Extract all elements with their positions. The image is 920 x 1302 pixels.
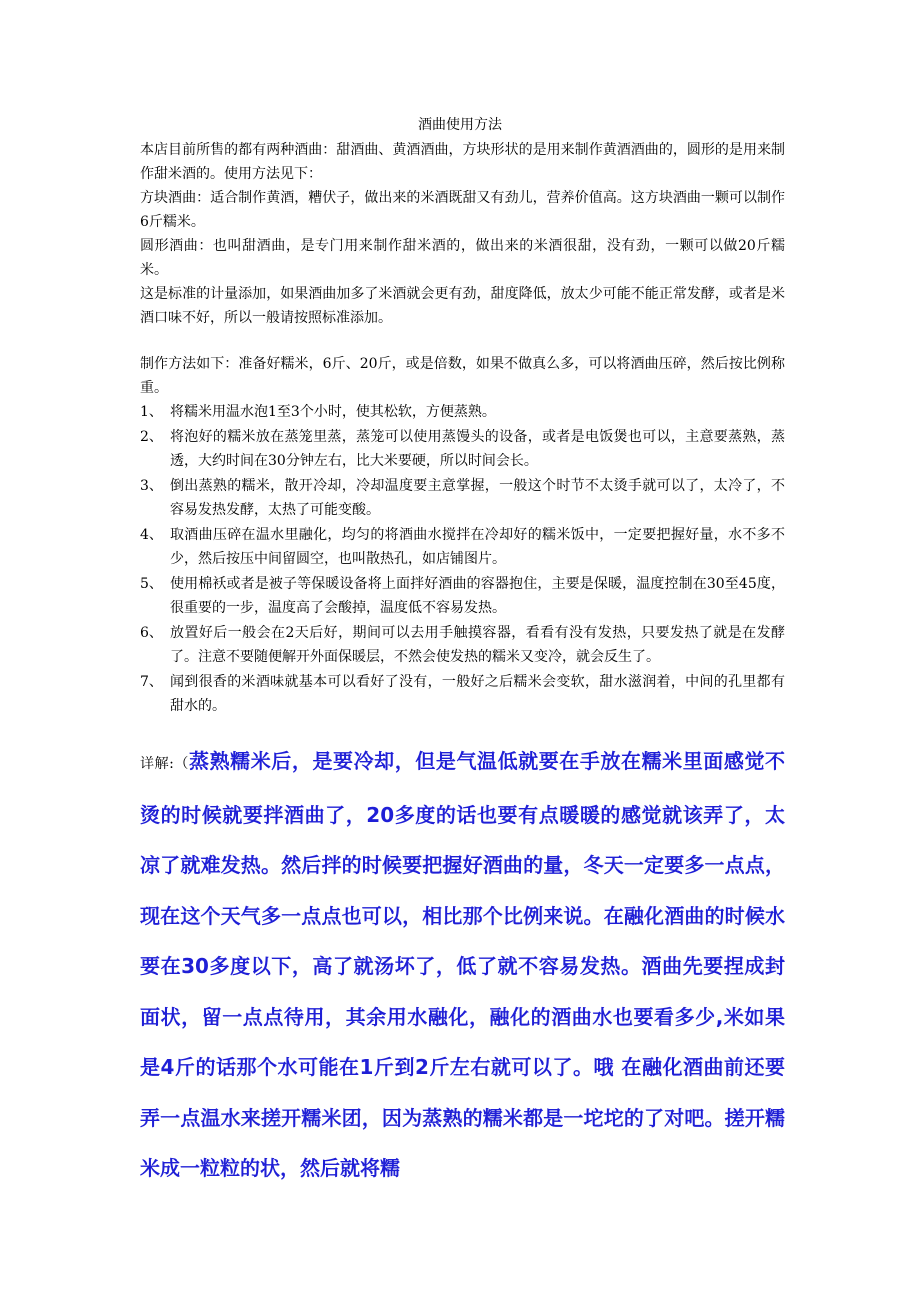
step-number: 5、 (140, 576, 163, 592)
document-title: 酒曲使用方法 (418, 117, 502, 133)
step-text: 放置好后一般会在2天后好，期间可以去用手触摸容器，看看有没有发热，只要发热了就是在发酵了。注意不要随便解开外面保暖层，不然会使发热的糯米又变冷，就会反生了。 (170, 625, 785, 665)
round-yeast-paragraph: 圆形酒曲：也叫甜酒曲，是专门用来制作甜米酒的，做出来的米酒很甜，没有劲，一颗可以做20斤糯米。 (140, 238, 785, 278)
step-number: 3、 (140, 478, 163, 494)
step-number: 4、 (140, 527, 163, 543)
step-text: 取酒曲压碎在温水里融化，均匀的将酒曲水搅拌在冷却好的糯米饭中，一定要把握好量，水不多不少，然后按压中间留圆空，也叫散热孔，如店铺图片。 (170, 527, 785, 567)
step-text: 使用棉袄或者是被子等保暖设备将上面拌好酒曲的容器抱住，主要是保暖，温度控制在30至45度，很重要的一步，温度高了会酸掉，温度低不容易发热。 (170, 576, 785, 616)
step-number: 2、 (140, 429, 163, 445)
step-number: 6、 (140, 625, 163, 641)
method-paragraph: 制作方法如下：准备好糯米，6斤、20斤，或是倍数，如果不做真么多，可以将酒曲压碎，然后按比例称重。 (140, 356, 785, 396)
detail-text: 蒸熟糯米后，是要冷却，但是气温低就要在手放在糯米里面感觉不烫的时候就要拌酒曲了，20多度的话也要有点暖暖的感觉就该弄了，太凉了就难发热。然后拌的时候要把握好酒曲的量，冬天一定要多一点点，现在这个天气多一点点也可以，相比那个比例来说。在融化酒曲的时候水要在30多度以下，高了就汤坏了，低了就不容易发热。酒曲先要捏成封面状，留一点点待用，其余用水融化，融化的酒曲水也要看多少,米如果是4斤的话那个水可能在1斤到2斤左右就可以了。哦 在融化酒曲前还要弄一点温水来搓开糯米团，因为蒸熟的糯米都是一坨坨的了对吧。搓开糯米成一粒粒的状，然后就将糯 (140, 749, 786, 1180)
list-item (140, 621, 785, 669)
step-text: 将糯米用温水泡1至3个小时，使其松软，方便蒸熟。 (170, 404, 496, 420)
step-text: 倒出蒸熟的糯米，散开冷却，冷却温度要主意掌握，一般这个时节不太烫手就可以了，太冷了，不容易发热发酵，太热了可能变酸。 (170, 478, 785, 518)
detail-prefix: 详解:（ (140, 756, 190, 772)
detail-paragraph (140, 736, 785, 1194)
list-item (140, 523, 785, 571)
intro-paragraph: 本店目前所售的都有两种酒曲：甜酒曲、黄酒酒曲，方块形状的是用来制作黄酒酒曲的，圆形的是用来制作甜米酒的。使用方法见下： (140, 142, 785, 182)
list-item (140, 425, 785, 473)
list-item (140, 670, 785, 718)
standard-dosage-paragraph: 这是标准的计量添加，如果酒曲加多了米酒就会更有劲，甜度降低，放太少可能不能正常发酵，或者是米酒口味不好，所以一般请按照标准添加。 (140, 286, 785, 326)
step-text: 将泡好的糯米放在蒸笼里蒸，蒸笼可以使用蒸馒头的设备，或者是电饭煲也可以，主意要蒸熟，蒸透，大约时间在30分钟左右，比大米要硬，所以时间会长。 (170, 429, 785, 469)
square-yeast-paragraph: 方块酒曲：适合制作黄酒，糟伏子，做出来的米酒既甜又有劲儿，营养价值高。这方块酒曲一颗可以制作6斤糯米。 (140, 190, 785, 230)
list-item (140, 572, 785, 620)
steps-list (140, 400, 785, 719)
list-item (140, 400, 785, 424)
step-number: 7、 (140, 674, 163, 690)
step-text: 闻到很香的米酒味就基本可以看好了没有，一般好之后糯米会变软，甜水滋润着，中间的孔里都有甜水的。 (170, 674, 785, 714)
list-item (140, 474, 785, 522)
step-number: 1、 (140, 404, 163, 420)
